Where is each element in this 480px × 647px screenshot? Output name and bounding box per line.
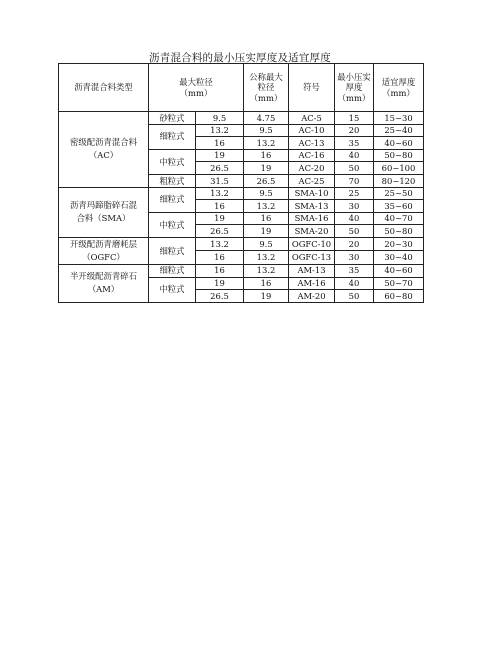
header-row: [59, 64, 424, 112]
nominal-size-cell: 9.5: [244, 237, 289, 251]
max-size-cell: 13.2: [196, 237, 244, 251]
suitable-thickness-cell: 35~60: [374, 200, 424, 213]
header-suitable-thickness: 适宜厚度 （mm）: [374, 64, 424, 112]
min-thickness-cell: 50: [335, 162, 374, 175]
header-nominal-size: 公称最大 粒径 （mm）: [244, 64, 289, 112]
thickness-table: [58, 63, 424, 303]
symbol-cell: AC-10: [289, 124, 335, 137]
max-size-cell: 19: [196, 212, 244, 225]
suitable-thickness-cell: 30~40: [374, 251, 424, 265]
symbol-cell: OGFC-13: [289, 251, 335, 265]
max-size-cell: 16: [196, 251, 244, 265]
suitable-thickness-cell: 40~60: [374, 137, 424, 150]
suitable-thickness-cell: 15~30: [374, 112, 424, 125]
suitable-thickness-cell: 50~80: [374, 149, 424, 162]
nominal-size-cell: 13.2: [244, 200, 289, 213]
min-thickness-cell: 40: [335, 212, 374, 225]
symbol-cell: OGFC-10: [289, 237, 335, 251]
symbol-cell: AC-25: [289, 174, 335, 187]
symbol-cell: AC-20: [289, 162, 335, 175]
max-size-cell: 16: [196, 137, 244, 150]
min-thickness-cell: 40: [335, 149, 374, 162]
max-size-cell: 16: [196, 200, 244, 213]
nominal-size-cell: 16: [244, 149, 289, 162]
suitable-thickness-cell: 50~80: [374, 225, 424, 238]
table-title: 沥青混合料的最小压实厚度及适宜厚度: [149, 52, 331, 64]
min-thickness-cell: 30: [335, 251, 374, 265]
symbol-cell: AC-5: [289, 112, 335, 125]
suitable-thickness-cell: 40~70: [374, 212, 424, 225]
suitable-thickness-cell: 20~30: [374, 237, 424, 251]
max-size-cell: 9.5: [196, 112, 244, 125]
mixture-type-cell: 沥青玛蹄脂碎石混 合料（SMA）: [59, 187, 149, 237]
symbol-cell: SMA-10: [289, 187, 335, 200]
symbol-cell: SMA-20: [289, 225, 335, 238]
table-body: [59, 112, 424, 303]
suitable-thickness-cell: 25~50: [374, 187, 424, 200]
table-row: [59, 264, 424, 277]
max-size-cell: 16: [196, 264, 244, 277]
nominal-size-cell: 16: [244, 277, 289, 290]
suitable-thickness-cell: 60~80: [374, 290, 424, 303]
gradation-cell: 细粒式: [149, 124, 196, 149]
min-thickness-cell: 35: [335, 137, 374, 150]
max-size-cell: 19: [196, 149, 244, 162]
mixture-type-cell: 密级配沥青混合料 （AC）: [59, 112, 149, 188]
nominal-size-cell: 19: [244, 225, 289, 238]
symbol-cell: SMA-13: [289, 200, 335, 213]
max-size-cell: 13.2: [196, 124, 244, 137]
max-size-cell: 26.5: [196, 225, 244, 238]
mixture-type-cell: 开级配沥青磨耗层 （OGFC）: [59, 237, 149, 264]
max-size-cell: 13.2: [196, 187, 244, 200]
nominal-size-cell: 9.5: [244, 124, 289, 137]
min-thickness-cell: 70: [335, 174, 374, 187]
nominal-size-cell: 4.75: [244, 112, 289, 125]
table-row: [59, 237, 424, 251]
max-size-cell: 26.5: [196, 162, 244, 175]
nominal-size-cell: 19: [244, 162, 289, 175]
suitable-thickness-cell: 25~40: [374, 124, 424, 137]
gradation-cell: 粗粒式: [149, 174, 196, 187]
min-thickness-cell: 30: [335, 200, 374, 213]
symbol-cell: AC-16: [289, 149, 335, 162]
nominal-size-cell: 9.5: [244, 187, 289, 200]
min-thickness-cell: 50: [335, 290, 374, 303]
suitable-thickness-cell: 40~60: [374, 264, 424, 277]
nominal-size-cell: 26.5: [244, 174, 289, 187]
nominal-size-cell: 13.2: [244, 264, 289, 277]
gradation-cell: 砂粒式: [149, 112, 196, 125]
symbol-cell: AM-16: [289, 277, 335, 290]
header-symbol: 符号: [289, 64, 335, 112]
header-max-size: 最大粒径 （mm）: [149, 64, 244, 112]
gradation-cell: 细粒式: [149, 264, 196, 277]
symbol-cell: AC-13: [289, 137, 335, 150]
suitable-thickness-cell: 50~70: [374, 277, 424, 290]
symbol-cell: AM-13: [289, 264, 335, 277]
min-thickness-cell: 25: [335, 187, 374, 200]
suitable-thickness-cell: 80~120: [374, 174, 424, 187]
table-row: [59, 187, 424, 200]
mixture-type-cell: 半开级配沥青碎石 （AM）: [59, 264, 149, 302]
suitable-thickness-cell: 60~100: [374, 162, 424, 175]
nominal-size-cell: 13.2: [244, 251, 289, 265]
header-type: 沥青混合料类型: [59, 64, 149, 112]
gradation-cell: 细粒式: [149, 237, 196, 264]
table-row: [59, 112, 424, 125]
gradation-cell: 中粒式: [149, 212, 196, 237]
gradation-cell: 中粒式: [149, 277, 196, 302]
min-thickness-cell: 20: [335, 124, 374, 137]
nominal-size-cell: 16: [244, 212, 289, 225]
min-thickness-cell: 50: [335, 225, 374, 238]
max-size-cell: 19: [196, 277, 244, 290]
min-thickness-cell: 15: [335, 112, 374, 125]
max-size-cell: 31.5: [196, 174, 244, 187]
nominal-size-cell: 19: [244, 290, 289, 303]
gradation-cell: 细粒式: [149, 187, 196, 212]
min-thickness-cell: 20: [335, 237, 374, 251]
gradation-cell: 中粒式: [149, 149, 196, 174]
nominal-size-cell: 13.2: [244, 137, 289, 150]
min-thickness-cell: 35: [335, 264, 374, 277]
header-min-thickness: 最小压实 厚度 （mm）: [335, 64, 374, 112]
min-thickness-cell: 40: [335, 277, 374, 290]
symbol-cell: SMA-16: [289, 212, 335, 225]
symbol-cell: AM-20: [289, 290, 335, 303]
max-size-cell: 26.5: [196, 290, 244, 303]
